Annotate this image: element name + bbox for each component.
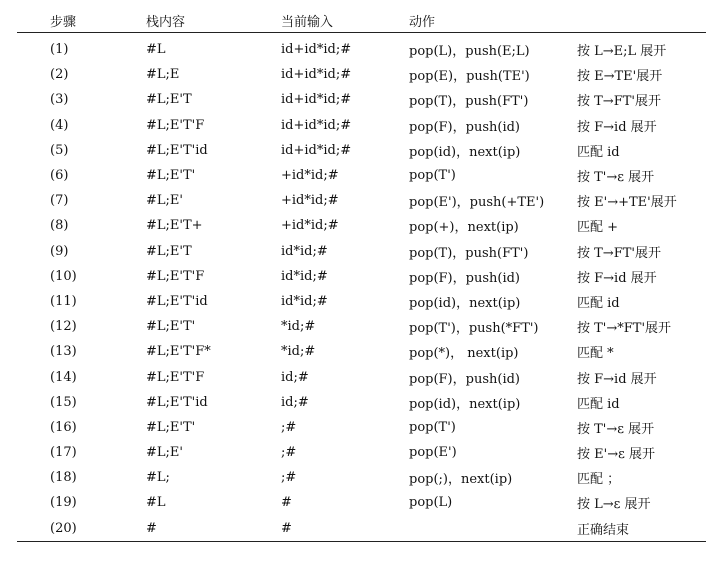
- header-row: [17, 8, 706, 33]
- note-cell: 按 E'→ε 展开: [577, 447, 655, 463]
- input-cell: id+id*id;#: [281, 92, 352, 108]
- input-cell: +id*id;#: [281, 168, 339, 184]
- input-cell: ;#: [281, 470, 297, 486]
- table-row: [17, 163, 706, 188]
- action-cell: pop(id)，next(ip): [409, 144, 521, 160]
- action-cell: pop(+)，next(ip): [409, 220, 519, 236]
- input-cell: *id;#: [281, 344, 316, 360]
- input-cell: #: [281, 495, 292, 511]
- action-cell: pop(id)，next(ip): [409, 396, 521, 412]
- action-cell: pop(T'): [409, 168, 456, 184]
- action-cell: pop(T')，push(*FT'): [409, 321, 539, 337]
- note-cell: 按 E→TE'展开: [577, 69, 663, 85]
- action-cell: [409, 516, 577, 542]
- step-cell: (10): [50, 268, 77, 284]
- step-cell: (3): [50, 92, 69, 108]
- note-cell: 按 L→ε 展开: [577, 497, 651, 513]
- input-cell: +id*id;#: [281, 193, 339, 209]
- stack-cell: #L;E'T': [146, 168, 196, 184]
- stack-cell: #L: [146, 42, 166, 58]
- stack-cell: #L;: [146, 470, 170, 486]
- action-cell: pop(E')，push(+TE'): [409, 195, 545, 211]
- note-cell: 匹配 ；: [577, 472, 621, 488]
- action-cell: pop(L): [409, 495, 453, 511]
- stack-cell: #L;E'T'F: [146, 369, 205, 385]
- action-cell: pop(;)，next(ip): [409, 472, 513, 488]
- stack-cell: #L;E'T+: [146, 218, 203, 234]
- table-row: [17, 289, 706, 314]
- step-cell: (9): [50, 243, 69, 259]
- note-cell: 按 T'→*FT'展开: [577, 321, 672, 337]
- input-cell: id;#: [281, 369, 309, 385]
- note-cell: 匹配 id: [577, 144, 620, 160]
- header-step: 步骤: [17, 8, 146, 33]
- stack-cell: #L;E'T': [146, 319, 196, 335]
- action-cell: pop(F)，push(id): [409, 119, 520, 135]
- table-row: [17, 62, 706, 87]
- action-cell: pop(T)，push(FT'): [409, 94, 529, 110]
- table-row: [17, 364, 706, 389]
- action-cell: pop(T)，push(FT'): [409, 245, 529, 261]
- parsing-trace-table: [17, 8, 706, 542]
- table-row: [17, 314, 706, 339]
- note-cell: 按 L→E;L 展开: [577, 44, 667, 60]
- input-cell: ;#: [281, 419, 297, 435]
- step-cell: (6): [50, 168, 69, 184]
- input-cell: ;#: [281, 445, 297, 461]
- stack-cell: #: [146, 516, 281, 542]
- stack-cell: #L;E'T'F*: [146, 344, 211, 360]
- note-cell: 按 T'→ε 展开: [577, 170, 655, 186]
- table-row: [17, 188, 706, 213]
- action-cell: pop(T'): [409, 419, 456, 435]
- header-action: 动作: [409, 8, 577, 33]
- stack-cell: #L: [146, 495, 166, 511]
- table-row: [17, 465, 706, 490]
- step-cell: (13): [50, 344, 77, 360]
- action-cell: pop(F)，push(id): [409, 270, 520, 286]
- stack-cell: #L;E'T': [146, 419, 196, 435]
- stack-cell: #L;E': [146, 193, 183, 209]
- action-cell: pop(id)，next(ip): [409, 295, 521, 311]
- action-cell: pop(F)，push(id): [409, 371, 520, 387]
- table-row: [17, 440, 706, 465]
- table-row: [17, 138, 706, 163]
- input-cell: id*id;#: [281, 243, 328, 259]
- step-cell: (2): [50, 67, 69, 83]
- input-cell: id+id*id;#: [281, 142, 352, 158]
- note-cell: 按 T→FT'展开: [577, 94, 661, 110]
- table-row: [17, 213, 706, 238]
- stack-cell: #L;E': [146, 445, 183, 461]
- stack-cell: #L;E: [146, 67, 180, 83]
- table-row: [17, 339, 706, 364]
- action-cell: pop(L)，push(E;L): [409, 44, 530, 60]
- stack-cell: #L;E'T'id: [146, 394, 208, 410]
- step-cell: (16): [50, 419, 77, 435]
- table-row: [17, 239, 706, 264]
- note-cell: 按 F→id 展开: [577, 371, 657, 387]
- step-cell: (17): [50, 445, 77, 461]
- stack-cell: #L;E'T: [146, 92, 192, 108]
- input-cell: id+id*id;#: [281, 67, 352, 83]
- stack-cell: #L;E'T: [146, 243, 192, 259]
- table-header: [17, 8, 706, 33]
- step-cell: (8): [50, 218, 69, 234]
- note-cell: 匹配 id: [577, 396, 620, 412]
- action-cell: pop(E'): [409, 445, 457, 461]
- step-cell: (14): [50, 369, 77, 385]
- table-row: [17, 390, 706, 415]
- note-cell: 按 T→FT'展开: [577, 245, 661, 261]
- input-cell: *id;#: [281, 319, 316, 335]
- table-row: [17, 113, 706, 138]
- input-cell: id+id*id;#: [281, 42, 352, 58]
- step-cell: (5): [50, 142, 69, 158]
- input-cell: #: [281, 516, 409, 542]
- input-cell: id;#: [281, 394, 309, 410]
- note-cell: 按 F→id 展开: [577, 270, 657, 286]
- note-cell: 按 E'→+TE'展开: [577, 195, 677, 211]
- step-cell: (11): [50, 293, 77, 309]
- table-row: [17, 33, 706, 63]
- stack-cell: #L;E'T'F: [146, 268, 205, 284]
- step-cell: (20): [17, 516, 146, 542]
- note-cell: 正确结束: [577, 516, 706, 542]
- table-row: [17, 490, 706, 515]
- stack-cell: #L;E'T'id: [146, 142, 208, 158]
- table-body: [17, 33, 706, 542]
- step-cell: (12): [50, 319, 77, 335]
- step-cell: (1): [50, 42, 69, 58]
- note-cell: 匹配 *: [577, 346, 614, 362]
- step-cell: (7): [50, 193, 69, 209]
- table-row: [17, 87, 706, 112]
- note-cell: 按 F→id 展开: [577, 119, 657, 135]
- header-note: [577, 8, 706, 33]
- step-cell: (15): [50, 394, 77, 410]
- stack-cell: #L;E'T'F: [146, 117, 205, 133]
- input-cell: +id*id;#: [281, 218, 339, 234]
- step-cell: (4): [50, 117, 69, 133]
- note-cell: 匹配 +: [577, 220, 619, 236]
- note-cell: 按 T'→ε 展开: [577, 421, 655, 437]
- input-cell: id*id;#: [281, 293, 328, 309]
- header-input: 当前输入: [281, 8, 409, 33]
- action-cell: pop(E)，push(TE'): [409, 69, 530, 85]
- note-cell: 匹配 id: [577, 295, 620, 311]
- step-cell: (19): [50, 495, 77, 511]
- input-cell: id+id*id;#: [281, 117, 352, 133]
- table-row: [17, 264, 706, 289]
- header-stack: 栈内容: [146, 8, 281, 33]
- action-cell: pop(*)， next(ip): [409, 346, 519, 362]
- table-row: [17, 415, 706, 440]
- table-row: [17, 516, 706, 542]
- stack-cell: #L;E'T'id: [146, 293, 208, 309]
- input-cell: id*id;#: [281, 268, 328, 284]
- step-cell: (18): [50, 470, 77, 486]
